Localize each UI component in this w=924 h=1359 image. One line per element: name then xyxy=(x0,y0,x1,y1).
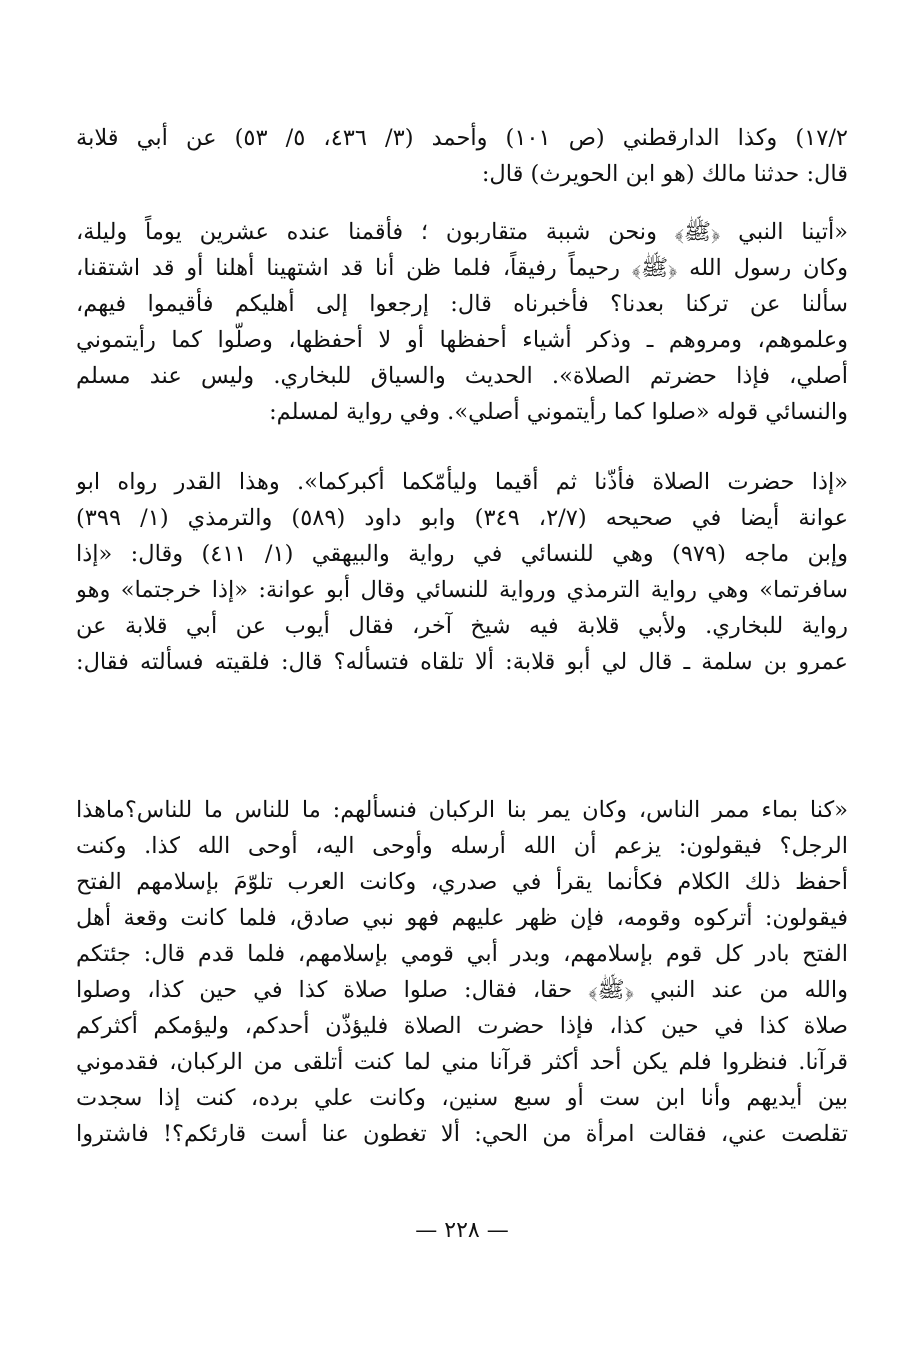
text-line: فيقولون: أتركوه وقومه، فإن ظهر عليهم فهو نبي صادق، فلما كانت وقعة أهل xyxy=(76,905,848,931)
text-line: قرآنا. فنظروا فلم يكن أحد أكثر قرآنا مني لما كنت أتلقى من الركبان، فقدموني xyxy=(76,1049,848,1075)
text-line: «كنا بماء ممر الناس، وكان يمر بنا الركبان فنسألهم: ما للناس ما للناس؟ماهذا xyxy=(76,797,848,823)
text-line: ١٧/٢) وكذا الدارقطني (ص ١٠١) وأحمد (٣/ ٤٣٦، ٥/ ٥٣) عن أبي قلابة xyxy=(76,125,848,151)
text-line: وإبن ماجه (٩٧٩) وهي للنسائي في رواية والبيهقي (١/ ٤١١) وقال: «إذا xyxy=(76,541,848,567)
hadith-paragraph-1 xyxy=(76,214,848,430)
text-line: عوانة أيضا في صحيحه (٢/٧، ٣٤٩) وابو داود (٥٨٩) والترمذي (١/ ٣٩٩) xyxy=(76,505,848,531)
text-line: الفتح بادر كل قوم بإسلامهم، وبدر أبي قومي بإسلامهم، فلما قدم قال: جئتكم xyxy=(76,941,848,967)
text-line: والنسائي قوله «صلوا كما رأيتموني أصلي». وفي رواية لمسلم: xyxy=(269,399,848,425)
hadith-paragraph-3 xyxy=(76,792,848,1152)
text-line: وكان رسول الله ﴿ﷺ﴾ رحيماً رفيقاً، فلما ظن أنا قد اشتهينا أهلنا أو قد اشتقنا، xyxy=(76,255,848,281)
text-line: بين أيديهم وأنا ابن ست أو سبع سنين، وكانت علي برده، كنت إذا سجدت xyxy=(76,1085,848,1111)
text-line: صلاة كذا في حين كذا، فإذا حضرت الصلاة فليؤذّن أحدكم، وليؤمكم أكثركم xyxy=(76,1013,848,1039)
text-line: سألنا عن تركنا بعدنا؟ فأخبرناه قال: إرجعوا إلى أهليكم فأقيموا فيهم، xyxy=(76,291,848,317)
text-line: سافرتما» وهي رواية الترمذي ورواية للنسائي وقال أبو عوانة: «إذا خرجتما» وهو xyxy=(76,577,848,603)
text-line: الرجل؟ فيقولون: يزعم أن الله أرسله وأوحى اليه، أوحى الله كذا. وكنت xyxy=(76,833,848,859)
intro-paragraph xyxy=(76,120,848,192)
text-line: «إذا حضرت الصلاة فأذّنا ثم أقيما وليأمّكما أكبركما». وهذا القدر رواه ابو xyxy=(76,469,848,495)
hadith-paragraph-2 xyxy=(76,464,848,680)
text-line: والله من عند النبي ﴿ﷺ﴾ حقا، فقال: صلوا صلاة كذا في حين كذا، وصلوا xyxy=(76,977,848,1003)
text-line: وعلموهم، ومروهم ـ وذكر أشياء أحفظها أو لا أحفظها، وصلّوا كما رأيتموني xyxy=(76,327,848,353)
text-line: عمرو بن سلمة ـ قال لي أبو قلابة: ألا تلقاه فتسأله؟ قال: فلقيته فسألته فقال: xyxy=(76,649,848,675)
page-number: — ٢٢٨ — xyxy=(415,1218,509,1243)
text-line: رواية للبخاري. ولأبي قلابة فيه شيخ آخر، فقال أيوب عن أبي قلابة عن xyxy=(76,613,848,639)
text-line: تقلصت عني، فقالت امرأة من الحي: ألا تغطون عنا أست قارئكم؟! فاشتروا xyxy=(76,1121,848,1147)
text-line: أصلي، فإذا حضرتم الصلاة». الحديث والسياق للبخاري. وليس عند مسلم xyxy=(76,363,848,389)
text-line: قال: حدثنا مالك (هو ابن الحويرث) قال: xyxy=(481,161,848,187)
text-line: «أتينا النبي ﴿ﷺ﴾ ونحن شببة متقاربون ؛ فأقمنا عنده عشرين يوماً وليلة، xyxy=(76,219,848,245)
text-line: أحفظ ذلك الكلام فكأنما يقرأ في صدري، وكانت العرب تلوّمَ بإسلامهم الفتح xyxy=(76,869,848,895)
